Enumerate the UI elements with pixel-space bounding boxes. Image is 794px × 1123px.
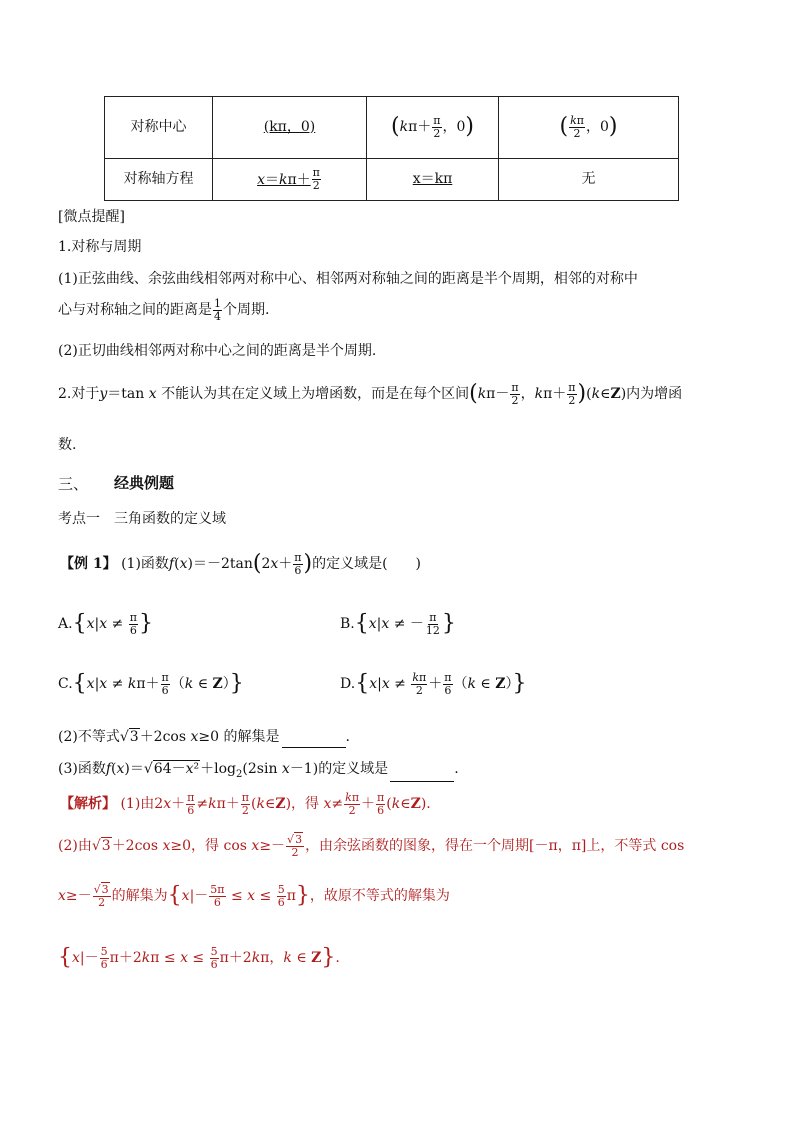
tips-item2-line2: 数. [58,437,77,453]
option-d: D.{x|x ≠ $\frac{k\pi}{2}$ ＋ $\frac{\pi}{6}$ （k ∈ Z）} [340,671,527,697]
solution-line2: (2)由√3＋2cos x≥0，得 cos x≥－ $\frac{√3}{2}$ ，由余弦函数的图象，得在一个周期[－π，π]上，不等式 cos [58,833,685,859]
solution-line1: 【解析】 (1)由2x＋ $\frac{\pi}{6}$ ≠kπ＋ $\frac{\pi}{2}$ (k∈Z)，得 x≠ $\frac{k\pi}{2}$ ＋ $\frac{\pi}{6}$ (k∈Z). [60,791,431,817]
tips-item2-line1: 2.对于y＝tan x 不能认为其在定义域上为增函数，而是在每个区间(kπ－ $\frac{\pi}{2}$ ，kπ＋ $\frac{\pi}{2}$ )(k∈Z)内为增函 [58,381,683,407]
example-tag: 【例 1】 [60,556,117,573]
cell-tan-center: ( $\frac{k\pi}{2}$ ，0) [499,97,679,159]
option-a: A.{x|x ≠ $\frac{\pi}{6}$ } [58,611,153,637]
solution-line3: x≥－ $\frac{√3}{2}$ 的解集为{x|－ $\frac{5\pi}{6}$ ≤ x ≤ $\frac{5}{6}$ π}，故原不等式的解集为 [58,883,450,909]
section-number: 三、 [58,475,89,493]
cell-cos-center: (kπ＋ $\frac{\pi}{2}$ ，0) [367,97,499,159]
cell-sin-axis: x＝kπ＋ $\frac{\pi}{2}$ [213,159,367,201]
tips-item1-p1-line1: (1)正弦曲线、余弦曲线相邻两对称中心、相邻两对称轴之间的距离是半个周期，相邻的对称中 [58,271,638,287]
cell-sin-center: (kπ，0) [213,97,367,159]
row-label-symmetry-axis: 对称轴方程 [105,159,213,201]
option-c: C.{x|x ≠ kπ＋ $\frac{\pi}{6}$ （k ∈ Z）} [58,671,244,697]
row-label-symmetry-center: 对称中心 [105,97,213,159]
cell-cos-axis: x＝kπ [367,159,499,201]
topic-heading: 考点一 三角函数的定义域 [58,511,226,527]
example-q1: 【例 1】 (1)函数f(x)＝－2tan(2x＋ $\frac{\pi}{6}$ )的定义域是( ) [60,551,422,577]
example-q3: (3)函数$f(x)=√64-x^2+\log_2(2\sin$ x－1)的定义域是 . [58,761,459,780]
tips-item1-p1-line2: 心与对称轴之间的距离是 $\frac{1}{4}$ 个周期. [58,297,270,323]
tips-title: [微点提醒] [58,209,125,225]
solution-tag: 【解析】 [60,796,116,813]
cell-tan-axis: 无 [499,159,679,201]
option-b: B.{x|x ≠ － $\frac{\pi}{12}$ } [340,611,456,637]
section-title: 经典例题 [114,474,175,492]
example-q2: (2)不等式√3＋2cos x≥0 的解集是 . [58,728,350,748]
symmetry-table [104,96,679,201]
tips-item1-title: 1.对称与周期 [58,239,142,255]
tips-item1-p2: (2)正切曲线相邻两对称中心之间的距离是半个周期. [58,343,377,359]
solution-line4: {x|－ $\frac{5}{6}$ π＋2kπ ≤ x ≤ $\frac{5}{6}$ π＋2kπ，k ∈ Z}. [58,945,340,971]
